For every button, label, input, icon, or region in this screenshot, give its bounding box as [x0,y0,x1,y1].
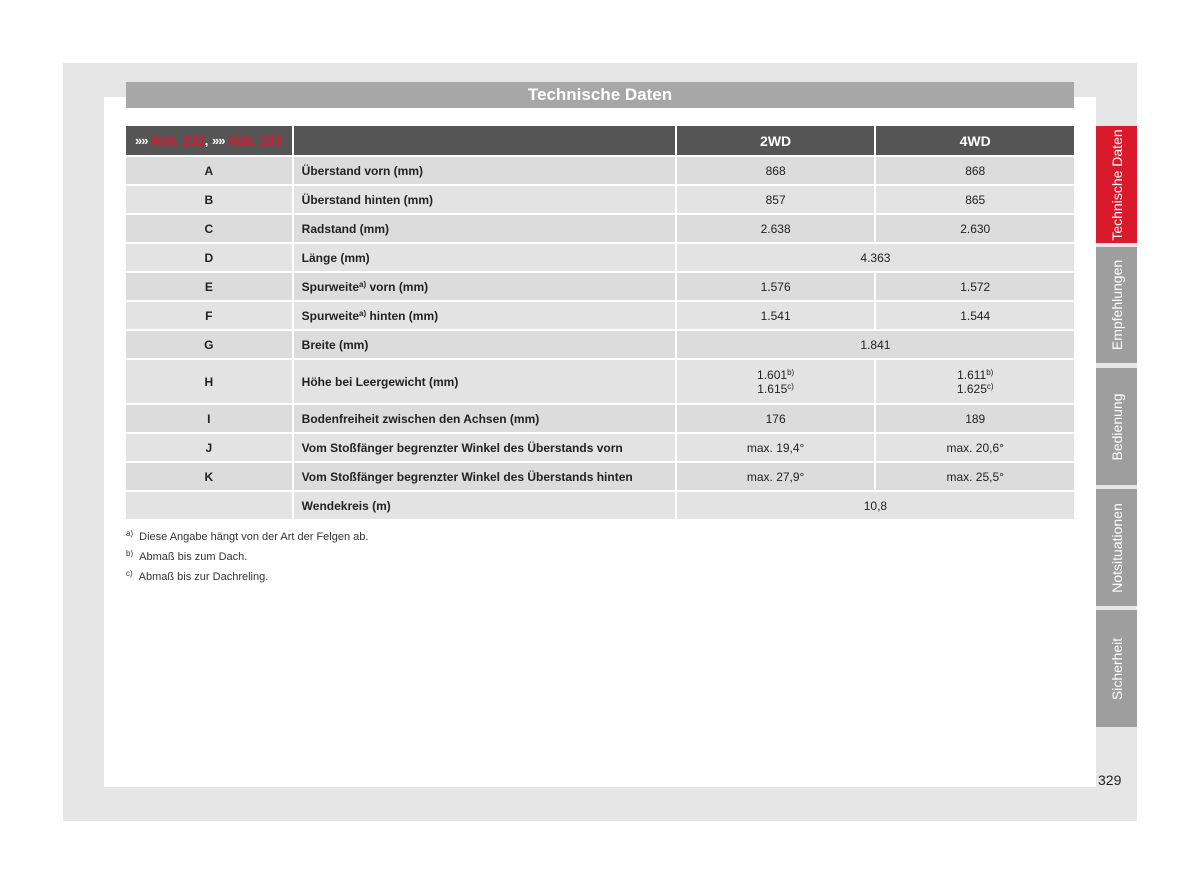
table-row [126,492,1074,521]
row-key: E [126,273,294,302]
page-number: 329 [1098,772,1122,788]
footnote-ref[interactable]: a) [359,308,367,318]
value-2wd: max. 27,9° [677,463,877,492]
row-key: G [126,331,294,360]
footnote-item: $^{b)}$ Abmaß bis zum Dach. [126,549,248,563]
row-label: Bodenfreiheit zwischen den Achsen (mm) [294,405,677,434]
footnote-ref[interactable]: b) [986,367,994,377]
row-label: Vom Stoßfänger begrenzter Winkel des Überstands vorn [294,434,677,463]
footnote-ref[interactable]: c) [787,381,794,391]
value-4wd: max. 25,5° [876,463,1074,492]
value-2wd: 1.576 [677,273,877,302]
page-title: Technische Daten [126,82,1074,108]
row-label: Überstand hinten (mm) [294,186,677,215]
value-2wd: max. 19,4° [677,434,877,463]
row-label: Spurweite$^{a)}$ hinten (mm) [294,302,677,331]
value-both: 1.841 [677,331,1074,360]
row-key: F [126,302,294,331]
table-row [126,186,1074,215]
value-4wd: 865 [876,186,1074,215]
figure-link-233[interactable]: Abb. 233 [227,133,282,148]
value-2wd: 1.601$^{b)}$ 1.615$^{c)}$ [677,360,877,405]
ref-arrow-icon: »» [212,133,225,148]
row-key: D [126,244,294,273]
value-4wd: 1.611$^{b)}$ 1.625$^{c)}$ [876,360,1074,405]
header-label-empty [294,126,677,157]
row-key: H [126,360,294,405]
row-label: Überstand vorn (mm) [294,157,677,186]
figure-link-232[interactable]: Abb. 232 [150,133,205,148]
table-row [126,273,1074,302]
header-2wd: 2WD [677,126,877,157]
value-2wd: 176 [677,405,877,434]
table-row [126,434,1074,463]
table-row [126,331,1074,360]
tab-notsituationen[interactable]: Notsituationen [1096,489,1137,606]
value-4wd: 2.630 [876,215,1074,244]
footnote-ref[interactable]: b) [787,367,795,377]
value-2wd: 1.541 [677,302,877,331]
table-header-row [126,126,1074,157]
row-label: Radstand (mm) [294,215,677,244]
footnote-ref[interactable]: c) [986,381,994,391]
row-key: J [126,434,294,463]
tab-sicherheit[interactable]: Sicherheit [1096,610,1137,727]
footnote-item: $^{c)}$ Abmaß bis zur Dachreling. [126,569,269,583]
table-row [126,244,1074,273]
ref-arrow-icon: »» [135,133,148,148]
tab-empfehlungen[interactable]: Empfehlungen [1096,247,1137,363]
value-4wd: max. 20,6° [876,434,1074,463]
value-4wd: 189 [876,405,1074,434]
value-2wd: 857 [677,186,877,215]
table-row [126,463,1074,492]
value-4wd: 1.572 [876,273,1074,302]
footnote-ref[interactable]: a) [359,279,367,289]
tab-technische-daten[interactable]: Technische Daten [1096,126,1137,243]
table-row [126,360,1074,405]
row-label: Breite (mm) [294,331,677,360]
row-label: Spurweite$^{a)}$ vorn (mm) [294,273,677,302]
row-label: Länge (mm) [294,244,677,273]
row-key: C [126,215,294,244]
value-both: 10,8 [677,492,1074,521]
footnotes [126,529,368,589]
row-key: A [126,157,294,186]
ref-separator: , [204,133,209,148]
row-label: Vom Stoßfänger begrenzter Winkel des Überstands hinten [294,463,677,492]
figure-references [126,126,294,157]
table-row [126,302,1074,331]
header-4wd: 4WD [876,126,1074,157]
value-2wd: 868 [677,157,877,186]
row-key: K [126,463,294,492]
value-2wd: 2.638 [677,215,877,244]
technical-data-table [126,126,1074,521]
table-row [126,405,1074,434]
row-key: B [126,186,294,215]
row-label: Wendekreis (m) [294,492,677,521]
table-row [126,157,1074,186]
table-row [126,215,1074,244]
value-both: 4.363 [677,244,1074,273]
row-key [126,492,294,521]
value-4wd: 868 [876,157,1074,186]
row-label: Höhe bei Leergewicht (mm) [294,360,677,405]
row-key: I [126,405,294,434]
tab-bedienung[interactable]: Bedienung [1096,368,1137,485]
value-4wd: 1.544 [876,302,1074,331]
footnote-item: $^{a)}$ Diese Angabe hängt von der Art der Felgen ab. [126,529,369,543]
